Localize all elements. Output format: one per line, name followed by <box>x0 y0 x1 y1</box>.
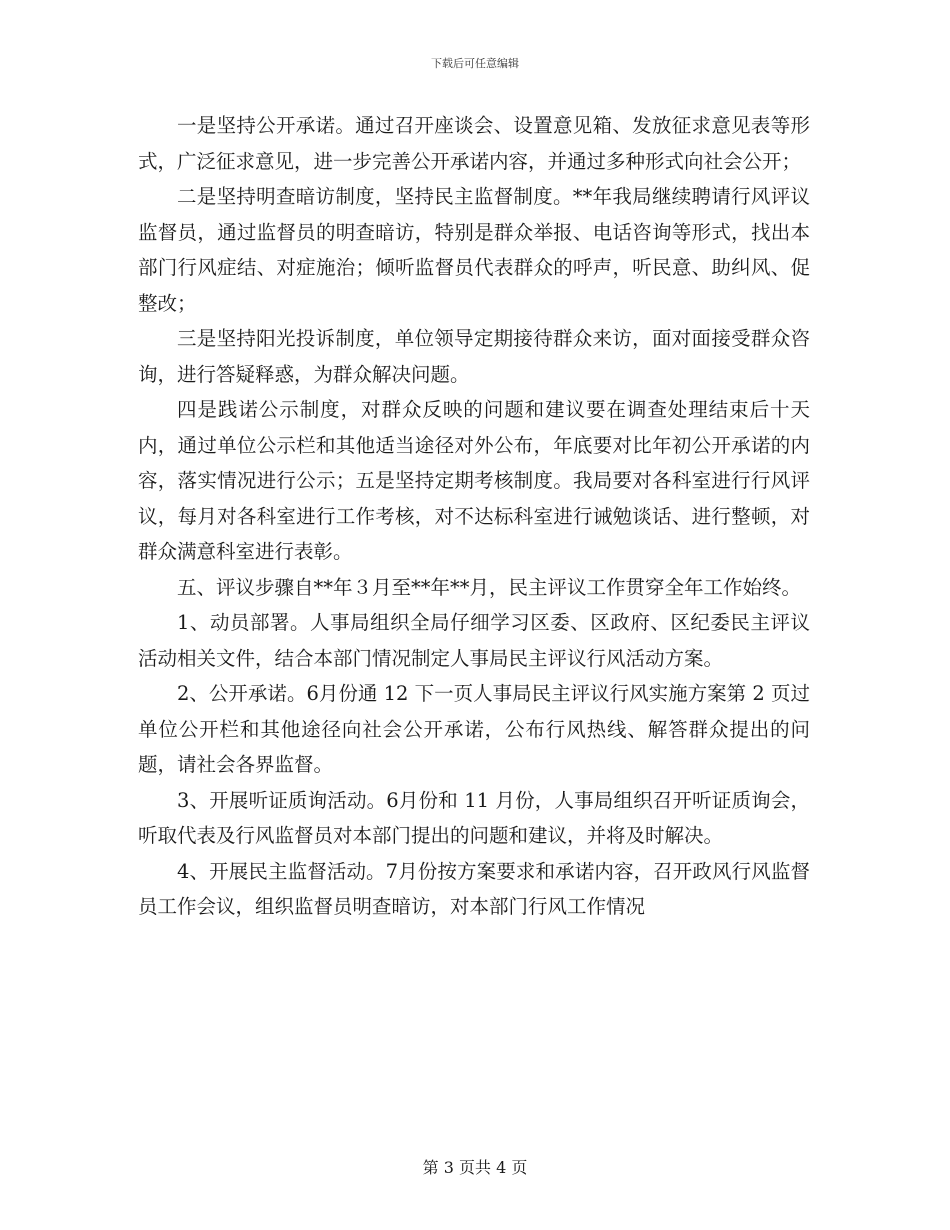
document-body <box>138 108 810 925</box>
paragraph-1: 一是坚持公开承诺。通过召开座谈会、设置意见箱、发放征求意见表等形式，广泛征求意见，进一步完善公开承诺内容，并通过多种形式向社会公开； <box>138 114 810 173</box>
paragraph-5: 五、评议步骤自**年３月至**年**月，民主评议工作贯穿全年工作始终。 <box>177 575 802 599</box>
paragraph-8: 3、开展听证质询活动。6月份和 11 月份，人事局组织召开听证质询会，听取代表及行风监督员对本部门提出的问题和建议，并将及时解决。 <box>138 788 810 847</box>
paragraph-7: 2、公开承诺。6月份通 12 下一页人事局民主评议行风实施方案第 2 页过单位公开栏和其他途径向社会公开承诺，公布行风热线、解答群众提出的问题，请社会各界监督。 <box>138 682 810 776</box>
paragraph-6: 1、动员部署。人事局组织全局仔细学习区委、区政府、区纪委民主评议活动相关文件，结合本部门情况制定人事局民主评议行风活动方案。 <box>138 611 810 670</box>
paragraph-4: 四是践诺公示制度，对群众反映的问题和建议要在调查处理结束后十天内，通过单位公示栏和其他适当途径对外公布，年底要对比年初公开承诺的内容，落实情况进行公示；五是坚持定期考核制度。我局要对各科室进行行风评议，每月对各科室进行工作考核，对不达标科室进行诫勉谈话、进行整顿，对群众满意科室进行表彰。 <box>138 398 810 563</box>
paragraph-2: 二是坚持明查暗访制度，坚持民主监督制度。**年我局继续聘请行风评议监督员，通过监督员的明查暗访，特别是群众举报、电话咨询等形式，找出本部门行风症结、对症施治；倾听监督员代表群众的呼声，听民意、助纠风、促整改； <box>138 185 810 315</box>
paragraph-9: 4、开展民主监督活动。7月份按方案要求和承诺内容，召开政风行风监督员工作会议，组织监督员明查暗访，对本部门行风工作情况 <box>138 859 810 918</box>
page-number-footer: 第 3 页共 4 页 <box>422 1158 528 1177</box>
paragraph-3: 三是坚持阳光投诉制度，单位领导定期接待群众来访，面对面接受群众咨询，进行答疑释惑，为群众解决问题。 <box>138 327 810 386</box>
page-header: 下载后可任意编辑 <box>431 57 519 70</box>
